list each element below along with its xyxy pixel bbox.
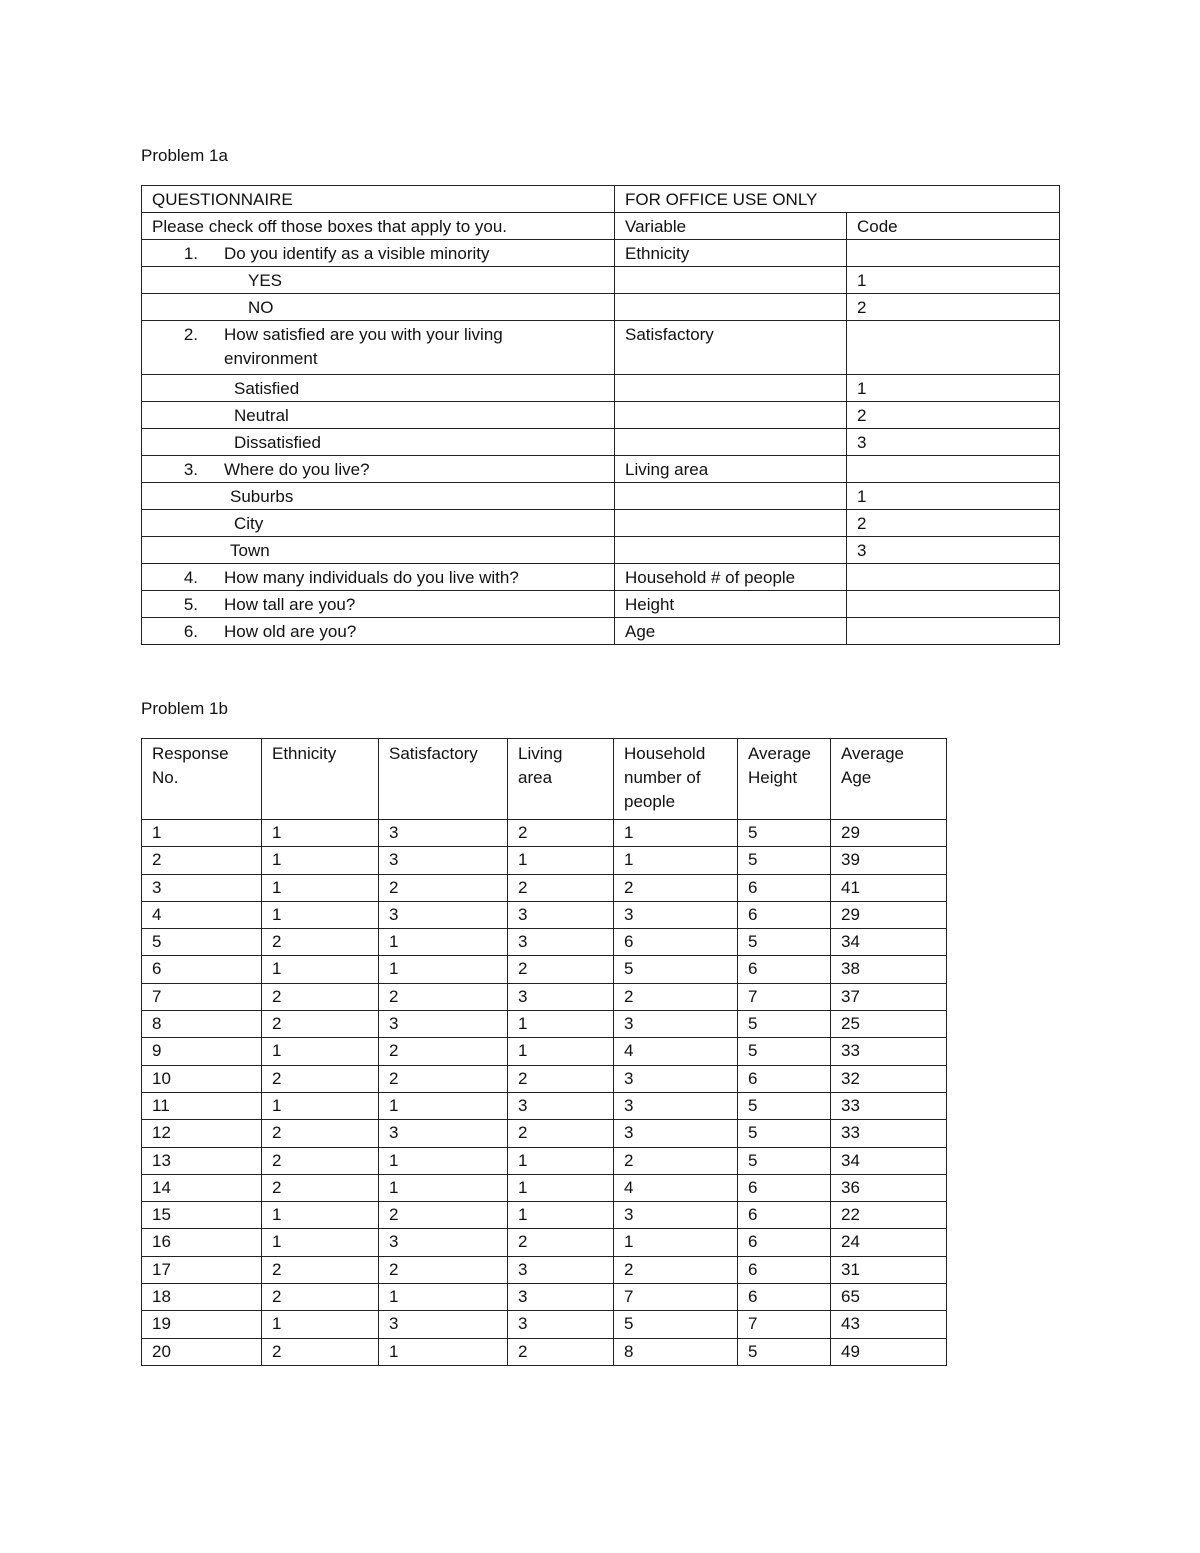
- table-cell: 2: [508, 1338, 614, 1365]
- table-cell: 1: [262, 956, 379, 983]
- table-cell: 2: [262, 1147, 379, 1174]
- table-cell: 1: [508, 1147, 614, 1174]
- column-header: Satisfactory: [379, 739, 508, 820]
- variable-cell: Living area: [615, 456, 847, 483]
- table-cell: 2: [262, 929, 379, 956]
- option-row: [142, 537, 1060, 564]
- column-header: Response No.: [142, 739, 262, 820]
- question-number: 4.: [183, 568, 198, 587]
- variable-cell: Height: [615, 591, 847, 618]
- table-cell: 39: [831, 847, 947, 874]
- table-cell: 6: [738, 1284, 831, 1311]
- table-cell: 3: [508, 1311, 614, 1338]
- code-cell: 1: [847, 483, 1060, 510]
- table-cell: 1: [508, 1174, 614, 1201]
- code-cell: [847, 591, 1060, 618]
- question-row: [142, 456, 1060, 483]
- column-header: [738, 739, 831, 820]
- table-cell: 29: [831, 820, 947, 847]
- table-cell: 43: [831, 1311, 947, 1338]
- table-cell: 3: [379, 1311, 508, 1338]
- table-cell: 1: [262, 820, 379, 847]
- variable-cell: [615, 375, 847, 402]
- table-cell: 4: [614, 1174, 738, 1201]
- table-cell: 1: [508, 847, 614, 874]
- variable-cell: Satisfactory: [615, 321, 847, 375]
- column-header-text: Average Age: [841, 744, 905, 787]
- table-cell: 1: [262, 874, 379, 901]
- table-cell: 7: [614, 1284, 738, 1311]
- table-cell: 3: [142, 874, 262, 901]
- table-cell: 9: [142, 1038, 262, 1065]
- variable-cell: [615, 402, 847, 429]
- table-cell: 5: [614, 956, 738, 983]
- table-cell: 10: [142, 1065, 262, 1092]
- table-row: [142, 901, 947, 928]
- table-cell: 13: [142, 1147, 262, 1174]
- variable-cell: Household # of people: [615, 564, 847, 591]
- questionnaire-subheader-row: [142, 213, 1060, 240]
- table-row: [142, 1038, 947, 1065]
- option-label: Dissatisfied: [142, 429, 615, 456]
- table-cell: 5: [738, 929, 831, 956]
- variable-cell: [615, 294, 847, 321]
- table-row: [142, 1202, 947, 1229]
- table-row: [142, 847, 947, 874]
- table-cell: 22: [831, 1202, 947, 1229]
- variable-cell: [615, 429, 847, 456]
- code-cell: [847, 456, 1060, 483]
- variable-cell: [615, 483, 847, 510]
- table-row: [142, 1120, 947, 1147]
- question-cell: [142, 240, 615, 267]
- table-cell: 1: [262, 1202, 379, 1229]
- table-cell: 3: [508, 983, 614, 1010]
- table-cell: 3: [614, 1202, 738, 1229]
- table-cell: 2: [508, 1065, 614, 1092]
- table-cell: 8: [614, 1338, 738, 1365]
- option-row: [142, 429, 1060, 456]
- code-cell: 2: [847, 510, 1060, 537]
- table-cell: 2: [508, 820, 614, 847]
- table-cell: 2: [508, 1229, 614, 1256]
- table-cell: 1: [262, 1311, 379, 1338]
- option-label: YES: [142, 267, 615, 294]
- table-cell: 2: [262, 1338, 379, 1365]
- table-cell: 2: [379, 874, 508, 901]
- table-cell: 2: [379, 1202, 508, 1229]
- table-row: [142, 1311, 947, 1338]
- table-cell: 3: [379, 820, 508, 847]
- table-cell: 3: [614, 1065, 738, 1092]
- question-cell: [142, 456, 615, 483]
- table-cell: 6: [738, 1065, 831, 1092]
- table-cell: 1: [379, 956, 508, 983]
- table-cell: 1: [508, 1011, 614, 1038]
- variable-cell: Ethnicity: [615, 240, 847, 267]
- table-cell: 49: [831, 1338, 947, 1365]
- table-cell: 4: [142, 901, 262, 928]
- table-cell: 1: [262, 1038, 379, 1065]
- table-cell: 2: [262, 1011, 379, 1038]
- table-cell: 38: [831, 956, 947, 983]
- code-column-header: Code: [847, 213, 1060, 240]
- table-cell: 5: [738, 1338, 831, 1365]
- code-cell: 1: [847, 375, 1060, 402]
- code-cell: [847, 240, 1060, 267]
- table-row: [142, 929, 947, 956]
- table-row: [142, 1174, 947, 1201]
- question-row: [142, 618, 1060, 645]
- questionnaire-table: [141, 185, 1060, 645]
- table-cell: 6: [738, 1174, 831, 1201]
- table-cell: 1: [142, 820, 262, 847]
- table-cell: 3: [379, 1120, 508, 1147]
- table-cell: 6: [614, 929, 738, 956]
- question-text: How old are you?: [224, 622, 357, 641]
- question-number: 6.: [183, 622, 198, 641]
- option-label: City: [142, 510, 615, 537]
- table-cell: 2: [614, 1256, 738, 1283]
- table-cell: 2: [508, 956, 614, 983]
- table-cell: 1: [614, 847, 738, 874]
- table-cell: 19: [142, 1311, 262, 1338]
- table-cell: 2: [262, 983, 379, 1010]
- table-cell: 1: [379, 1092, 508, 1119]
- table-cell: 1: [379, 1174, 508, 1201]
- table-cell: 3: [508, 1092, 614, 1119]
- table-cell: 2: [379, 1038, 508, 1065]
- table-cell: 31: [831, 1256, 947, 1283]
- questionnaire-header-row: [142, 186, 1060, 213]
- table-cell: 5: [738, 1038, 831, 1065]
- table-cell: 6: [738, 1256, 831, 1283]
- table-cell: 2: [262, 1065, 379, 1092]
- variable-column-header: Variable: [615, 213, 847, 240]
- questionnaire-title: QUESTIONNAIRE: [142, 186, 615, 213]
- option-label: Satisfied: [142, 375, 615, 402]
- table-cell: 3: [379, 847, 508, 874]
- table-cell: 7: [142, 983, 262, 1010]
- column-header-text: Household number of people: [624, 744, 706, 811]
- table-cell: 2: [614, 983, 738, 1010]
- table-cell: 1: [262, 1229, 379, 1256]
- table-row: [142, 820, 947, 847]
- table-cell: 32: [831, 1065, 947, 1092]
- question-row: [142, 564, 1060, 591]
- table-cell: 29: [831, 901, 947, 928]
- question-cell: [142, 591, 615, 618]
- table-row: [142, 1229, 947, 1256]
- table-cell: 3: [508, 901, 614, 928]
- table-row: [142, 1065, 947, 1092]
- table-cell: 11: [142, 1092, 262, 1119]
- table-cell: 5: [614, 1311, 738, 1338]
- instruction-text: Please check off those boxes that apply to you.: [142, 213, 615, 240]
- table-cell: 3: [508, 1256, 614, 1283]
- table-cell: 3: [379, 901, 508, 928]
- table-cell: 12: [142, 1120, 262, 1147]
- option-label: NO: [142, 294, 615, 321]
- table-cell: 2: [614, 1147, 738, 1174]
- question-row: [142, 240, 1060, 267]
- variable-cell: [615, 510, 847, 537]
- table-cell: 15: [142, 1202, 262, 1229]
- responses-header-row: [142, 739, 947, 820]
- table-cell: 1: [379, 1284, 508, 1311]
- table-row: [142, 1147, 947, 1174]
- question-row: [142, 591, 1060, 618]
- code-cell: 2: [847, 294, 1060, 321]
- column-header-text: Average Height: [748, 744, 812, 787]
- option-label: Suburbs: [142, 483, 615, 510]
- question-number: 3.: [183, 460, 198, 479]
- table-cell: 37: [831, 983, 947, 1010]
- table-row: [142, 983, 947, 1010]
- table-cell: 3: [614, 1011, 738, 1038]
- table-cell: 1: [262, 1092, 379, 1119]
- variable-cell: Age: [615, 618, 847, 645]
- option-row: [142, 402, 1060, 429]
- table-cell: 36: [831, 1174, 947, 1201]
- table-cell: 1: [262, 847, 379, 874]
- question-number: 1.: [183, 244, 198, 263]
- table-cell: 33: [831, 1092, 947, 1119]
- code-cell: 2: [847, 402, 1060, 429]
- column-header: [614, 739, 738, 820]
- table-cell: 5: [738, 847, 831, 874]
- table-cell: 33: [831, 1120, 947, 1147]
- table-row: [142, 874, 947, 901]
- column-header: Ethnicity: [262, 739, 379, 820]
- table-cell: 2: [262, 1174, 379, 1201]
- table-cell: 6: [738, 901, 831, 928]
- table-cell: 1: [379, 929, 508, 956]
- table-cell: 3: [614, 1092, 738, 1119]
- table-row: [142, 956, 947, 983]
- problem-1b-heading: Problem 1b: [141, 699, 228, 718]
- table-cell: 41: [831, 874, 947, 901]
- table-cell: 1: [508, 1202, 614, 1229]
- table-cell: 2: [379, 1256, 508, 1283]
- table-cell: 3: [379, 1229, 508, 1256]
- table-cell: 3: [614, 901, 738, 928]
- code-cell: [847, 321, 1060, 375]
- question-text: Where do you live?: [224, 460, 370, 479]
- table-cell: 6: [738, 874, 831, 901]
- table-cell: 5: [142, 929, 262, 956]
- table-cell: 3: [379, 1011, 508, 1038]
- table-cell: 14: [142, 1174, 262, 1201]
- option-row: [142, 267, 1060, 294]
- table-cell: 1: [379, 1147, 508, 1174]
- option-label: Town: [142, 537, 615, 564]
- table-cell: 5: [738, 820, 831, 847]
- table-cell: 7: [738, 1311, 831, 1338]
- column-header: [508, 739, 614, 820]
- table-cell: 5: [738, 1092, 831, 1119]
- table-cell: 2: [262, 1256, 379, 1283]
- table-row: [142, 1338, 947, 1365]
- table-cell: 1: [614, 820, 738, 847]
- table-cell: 1: [508, 1038, 614, 1065]
- table-cell: 5: [738, 1147, 831, 1174]
- question-cell: [142, 618, 615, 645]
- table-cell: 5: [738, 1011, 831, 1038]
- option-row: [142, 294, 1060, 321]
- table-cell: 3: [508, 1284, 614, 1311]
- code-cell: 3: [847, 429, 1060, 456]
- question-cell: [142, 321, 615, 375]
- option-row: [142, 375, 1060, 402]
- variable-cell: [615, 537, 847, 564]
- option-row: [142, 483, 1060, 510]
- office-use-title: FOR OFFICE USE ONLY: [615, 186, 1060, 213]
- table-cell: 18: [142, 1284, 262, 1311]
- table-cell: 33: [831, 1038, 947, 1065]
- table-cell: 2: [379, 983, 508, 1010]
- responses-table: [141, 738, 947, 1366]
- table-cell: 65: [831, 1284, 947, 1311]
- column-header: [831, 739, 947, 820]
- table-row: [142, 1256, 947, 1283]
- option-row: [142, 510, 1060, 537]
- table-cell: 25: [831, 1011, 947, 1038]
- column-header-text: Living area: [518, 744, 563, 787]
- question-text: How many individuals do you live with?: [224, 568, 519, 587]
- question-row: [142, 321, 1060, 375]
- table-cell: 24: [831, 1229, 947, 1256]
- question-number: 2.: [183, 325, 198, 344]
- table-row: [142, 1284, 947, 1311]
- table-cell: 1: [614, 1229, 738, 1256]
- table-cell: 17: [142, 1256, 262, 1283]
- table-cell: 3: [508, 929, 614, 956]
- table-cell: 2: [508, 874, 614, 901]
- table-cell: 16: [142, 1229, 262, 1256]
- table-cell: 2: [142, 847, 262, 874]
- table-cell: 6: [738, 1229, 831, 1256]
- table-cell: 5: [738, 1120, 831, 1147]
- table-cell: 2: [262, 1120, 379, 1147]
- question-number: 5.: [183, 595, 198, 614]
- code-cell: 3: [847, 537, 1060, 564]
- question-text: How tall are you?: [224, 595, 356, 614]
- table-cell: 34: [831, 929, 947, 956]
- table-cell: 4: [614, 1038, 738, 1065]
- table-cell: 20: [142, 1338, 262, 1365]
- table-cell: 7: [738, 983, 831, 1010]
- table-cell: 34: [831, 1147, 947, 1174]
- table-cell: 2: [614, 874, 738, 901]
- table-cell: 6: [738, 956, 831, 983]
- table-cell: 3: [614, 1120, 738, 1147]
- table-cell: 6: [142, 956, 262, 983]
- table-cell: 1: [379, 1338, 508, 1365]
- code-cell: [847, 618, 1060, 645]
- table-cell: 8: [142, 1011, 262, 1038]
- table-cell: 1: [262, 901, 379, 928]
- table-row: [142, 1011, 947, 1038]
- table-cell: 6: [738, 1202, 831, 1229]
- variable-cell: [615, 267, 847, 294]
- code-cell: [847, 564, 1060, 591]
- option-label: Neutral: [142, 402, 615, 429]
- question-text: How satisfied are you with your living environment: [224, 325, 503, 368]
- question-cell: [142, 564, 615, 591]
- code-cell: 1: [847, 267, 1060, 294]
- table-row: [142, 1092, 947, 1119]
- table-cell: 2: [262, 1284, 379, 1311]
- question-text: Do you identify as a visible minority: [224, 244, 490, 263]
- table-cell: 2: [379, 1065, 508, 1092]
- table-cell: 2: [508, 1120, 614, 1147]
- problem-1a-heading: Problem 1a: [141, 146, 228, 165]
